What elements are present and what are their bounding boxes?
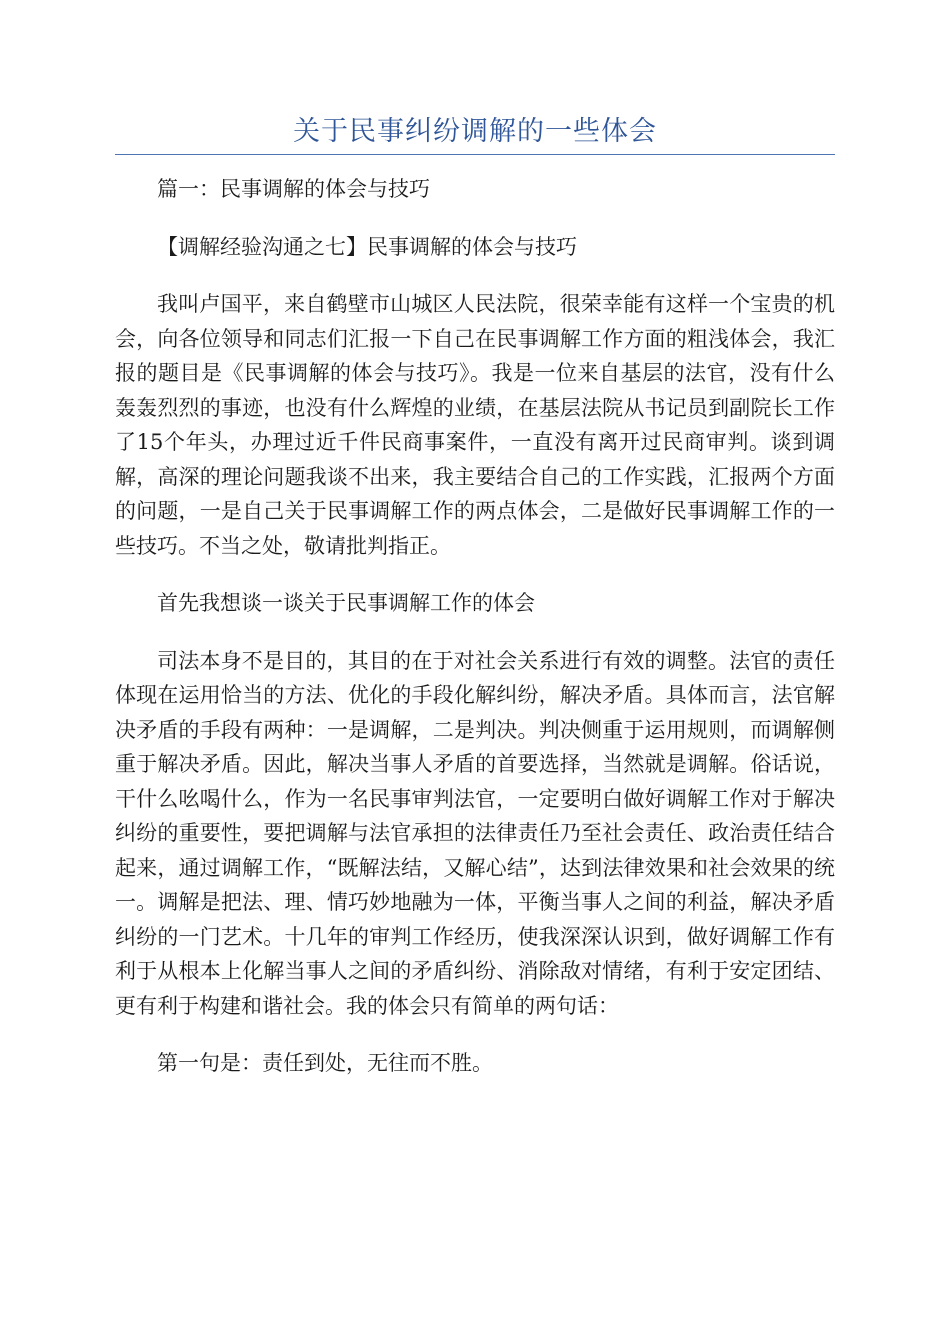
document-title: 关于民事纠纷调解的一些体会 (293, 116, 657, 147)
document-body (115, 172, 835, 1104)
section-heading: 篇一：民事调解的体会与技巧 (157, 177, 430, 201)
paragraph-introduction: 我叫卢国平，来自鹤壁市山城区人民法院，很荣幸能有这样一个宝贵的机会，向各位领导和同志们汇报一下自己在民事调解工作方面的粗浅体会，我汇报的题目是《民事调解的体会与技巧》。我是一位来自基层的法官，没有什么轰轰烈烈的事迹，也没有什么辉煌的业绩，在基层法院从书记员到副院长工作了15个年头，办理过近千件民商事案件，一直没有离开过民商审判。谈到调解，高深的理论问题我谈不出来，我主要结合自己的工作实践，汇报两个方面的问题，一是自己关于民事调解工作的两点体会，二是做好民事调解工作的一些技巧。不当之处，敬请批判指正。 (115, 292, 835, 558)
paragraph-first-point: 第一句是：责任到处，无往而不胜。 (157, 1051, 493, 1075)
paragraph-topic: 首先我想谈一谈关于民事调解工作的体会 (157, 591, 535, 615)
title-underline (115, 154, 835, 155)
paragraph-body: 司法本身不是目的，其目的在于对社会关系进行有效的调整。法官的责任体现在运用恰当的方法、优化的手段化解纠纷，解决矛盾。具体而言，法官解决矛盾的手段有两种：一是调解，二是判决。判决侧重于运用规则，而调解侧重于解决矛盾。因此，解决当事人矛盾的首要选择，当然就是调解。俗话说，干什么吆喝什么，作为一名民事审判法官，一定要明白做好调解工作对于解决纠纷的重要性，要把调解与法官承担的法律责任乃至社会责任、政治责任结合起来，通过调解工作，“既解法结，又解心结”，达到法律效果和社会效果的统一。调解是把法、理、情巧妙地融为一体，平衡当事人之间的利益，解决矛盾纠纷的一门艺术。十几年的审判工作经历，使我深深认识到，做好调解工作有利于从根本上化解当事人之间的矛盾纠纷、消除敌对情绪，有利于安定团结、更有利于构建和谐社会。我的体会只有简单的两句话： (115, 648, 835, 1018)
subsection-heading: 【调解经验沟通之七】民事调解的体会与技巧 (157, 234, 577, 259)
